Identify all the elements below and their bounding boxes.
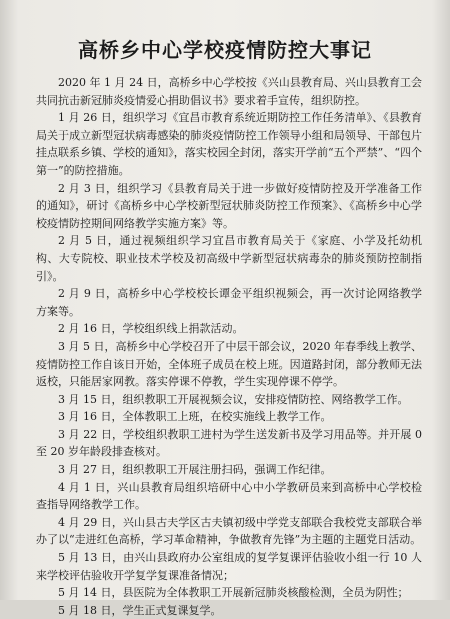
paragraph-feb-5: 2 月 5 日，通过视频组织学习宜昌市教育局关于《家庭、小学及托幼机构、大专院校、职业技术学校及初高级中学新型冠状病毒杂的肺炎预防控制指引》。 [36,234,422,283]
paragraph-mar-16: 3 月 16 日，全体教职工上班，在校实施线上教学工作。 [58,410,332,424]
paragraph-may-13: 5 月 13 日，由兴山县政府办公室组成的复学复课评估验收小组一行 10 人来学校评估验收开学复学复课准备情况； [36,551,422,582]
paragraph-mar-27: 3 月 27 日，组织教职工开展注册扫码，强调工作纪律。 [58,463,332,477]
paragraph-feb-9: 2 月 9 日，高桥乡中心学校校长谭金平组织视频会，再一次讨论网络教学方案等。 [36,287,422,318]
paragraph-mar-15: 3 月 15 日，组织教职工开展视频会议，安排疫情防控、网络教学工作。 [58,392,409,406]
paragraph-jan-26: 1 月 26 日，组织学习《宜昌市教育系统近期防控工作任务清单》、《县教育局关于成立新型冠状病毒感染的肺炎疫情防控工作领导小组和局领导、干部包片挂点联系乡镇、学校的通知》，落实校园全封闭，落实开学前“五个严禁”、“四个第一”的防控措施。 [36,111,422,177]
paragraph-apr-29: 4 月 29 日，兴山县古夫学区古夫镇初级中学党支部联合我校党支部联合举办了以“走进红色高桥，学习革命精神，争做教育先锋”为主题的主题党日活动。 [36,515,422,547]
paragraph-apr-1: 4 月 1 日，兴山县教育局组织培研中心中小学教研员来到高桥中心学校检查指导网络教学工作。 [36,480,422,512]
paragraph-may-18: 5 月 18 日，学生正式复课复学。 [58,603,222,617]
paragraph-may-14: 5 月 14 日，县医院为全体教职工开展新冠肺炎核酸检测，全员为阴性； [58,586,409,600]
paragraph-feb-16: 2 月 16 日，学校组织线上捐款活动。 [58,322,244,336]
document-body [36,74,422,619]
document-title: 高桥乡中心学校疫情防控大事记 [78,38,372,62]
paragraph-feb-3: 2 月 3 日，组织学习《县教育局关于进一步做好疫情防控及开学准备工作的通知》，研讨《高桥乡中心学校新型冠状肺炎防控工作预案》、《高桥乡中心学校疫情防控期间网络教学实施方案》等。 [36,181,422,230]
paragraph-mar-22: 3 月 22 日，学校组织教职工进村为学生送发新书及学习用品等。并开展 0 至 20 岁年龄段排查核对。 [36,427,422,459]
paragraph-jan-24: 2020 年 1 月 24 日，高桥乡中心学校按《兴山县教育局、兴山县教育工会共同抗击新冠肺炎疫情爱心捐助倡议书》要求着手宣传，组织防控。 [36,76,422,107]
paragraph-mar-5: 3 月 5 日，高桥乡中心学校召开了中层干部会议，2020 年春季线上教学、疫情防控工作自该日开始，全体班子成员在校上班。因道路封闭，部分教师无法返校，只能居家网教。落实停课不停教，学生实现停课不停学。 [36,339,422,389]
